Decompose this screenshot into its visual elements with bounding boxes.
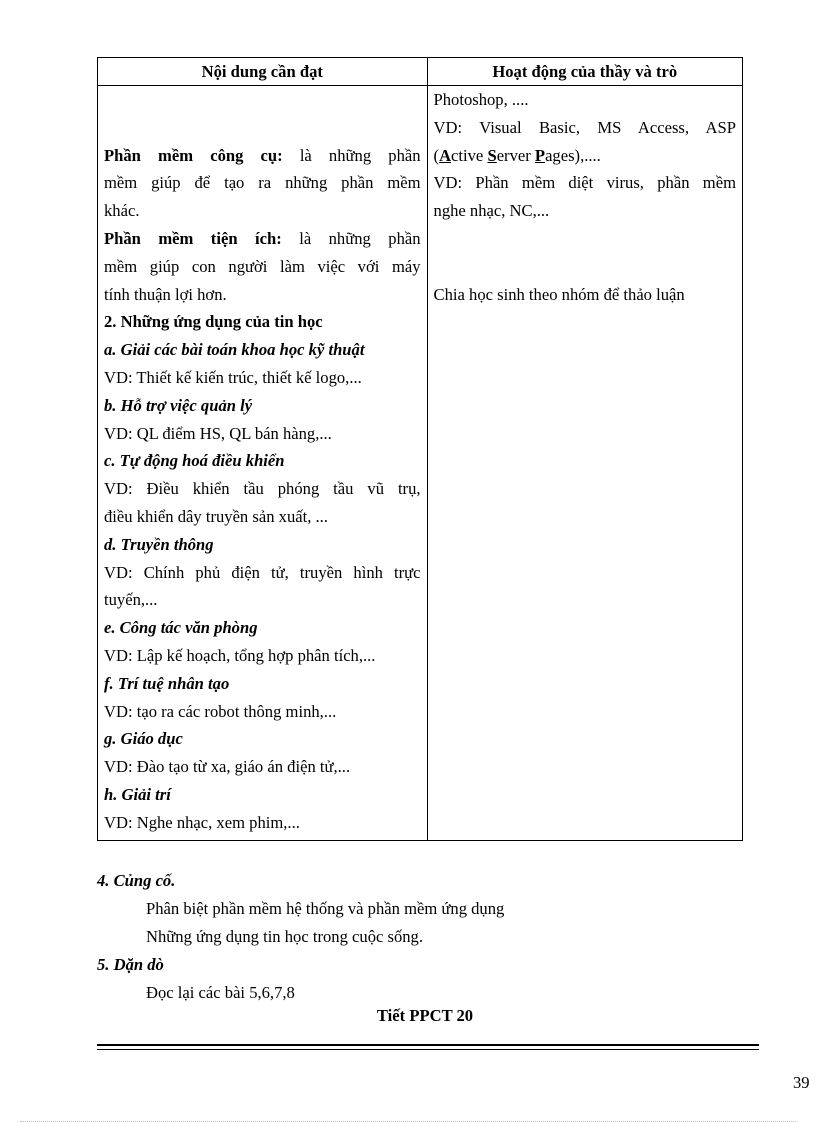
consolidate-line: Những ứng dụng tin học trong cuộc sống. bbox=[146, 927, 424, 946]
text-line: nghe nhạc, NC,... bbox=[433, 201, 550, 221]
text-line: VD: Phần mềm diệt virus, phần mềm bbox=[433, 173, 736, 193]
lesson-wrapup bbox=[97, 867, 747, 1007]
asp-expansion-line: (Active Server Pages),.... bbox=[433, 145, 601, 165]
table-row bbox=[98, 86, 743, 841]
tools-software-term: Phần mềm công cụ: bbox=[104, 145, 283, 165]
example-line: điều khiển dây truyền sản xuất, ... bbox=[104, 506, 328, 526]
content-cell bbox=[98, 86, 428, 841]
group-discussion-line: Chia học sinh theo nhóm để thảo luận bbox=[433, 284, 685, 304]
activities-cell bbox=[427, 86, 742, 841]
subsection-heading: e. Công tác văn phòng bbox=[104, 618, 258, 638]
example-line: VD: Lập kế hoạch, tổng hợp phân tích,... bbox=[104, 645, 376, 665]
example-line: VD: Chính phủ điện tử, truyền hình trực bbox=[104, 562, 421, 582]
text-line: Photoshop, .... bbox=[433, 90, 529, 109]
text-line: mềm giúp con người làm việc với máy bbox=[104, 256, 421, 276]
example-line: VD: Điều khiển tầu phóng tầu vũ trụ, bbox=[104, 479, 421, 499]
subsection-heading: a. Giải các bài toán khoa học kỹ thuật bbox=[104, 340, 365, 360]
example-line: VD: Nghe nhạc, xem phim,... bbox=[104, 812, 300, 832]
consolidate-heading: 4. Củng cố. bbox=[97, 871, 176, 890]
text-line: VD: Visual Basic, MS Access, ASP bbox=[433, 117, 736, 137]
text-line: mềm giúp để tạo ra những phần mềm bbox=[104, 173, 421, 193]
text-line: tính thuận lợi hơn. bbox=[104, 284, 227, 304]
utility-software-line: Phần mềm tiện ích: là những phần bbox=[104, 228, 421, 248]
next-lesson-title: Tiết PPCT 20 bbox=[376, 1006, 474, 1025]
header-content: Nội dung cần đạt bbox=[98, 58, 428, 86]
subsection-heading: g. Giáo dục bbox=[104, 729, 183, 749]
example-line: VD: Đào tạo từ xa, giáo án điện tử,... bbox=[104, 757, 351, 777]
table-header-row bbox=[98, 58, 743, 86]
example-line: VD: tạo ra các robot thông minh,... bbox=[104, 701, 337, 721]
example-line: VD: QL điểm HS, QL bán hàng,... bbox=[104, 423, 332, 443]
consolidate-line: Phân biệt phần mềm hệ thống và phần mềm ứng dụng bbox=[146, 899, 505, 918]
subsection-heading: d. Truyền thông bbox=[104, 534, 214, 554]
utility-software-term: Phần mềm tiện ích: bbox=[104, 228, 282, 248]
header-activities: Hoạt động của thầy và trò bbox=[427, 58, 742, 86]
subsection-heading: h. Giải trí bbox=[104, 784, 171, 804]
homework-heading: 5. Dặn dò bbox=[97, 955, 164, 974]
footer-divider-thin bbox=[97, 1049, 759, 1050]
text-line: khác. bbox=[104, 201, 140, 221]
example-line: tuyến,... bbox=[104, 590, 158, 610]
tools-software-line: Phần mềm công cụ: là những phần bbox=[104, 145, 421, 165]
footer-divider bbox=[97, 1044, 759, 1046]
subsection-heading: f. Trí tuệ nhân tạo bbox=[104, 673, 230, 693]
subsection-heading: b. Hỗ trợ việc quản lý bbox=[104, 395, 253, 415]
subsection-heading: c. Tự động hoá điều khiển bbox=[104, 451, 285, 471]
page-number: 39 bbox=[793, 1073, 810, 1092]
homework-line: Đọc lại các bài 5,6,7,8 bbox=[146, 983, 295, 1002]
lesson-table bbox=[97, 57, 743, 841]
page-edge-divider bbox=[20, 1121, 796, 1122]
example-line: VD: Thiết kế kiến trúc, thiết kế logo,... bbox=[104, 367, 362, 387]
section-heading: 2. Những ứng dụng của tin học bbox=[104, 312, 323, 332]
